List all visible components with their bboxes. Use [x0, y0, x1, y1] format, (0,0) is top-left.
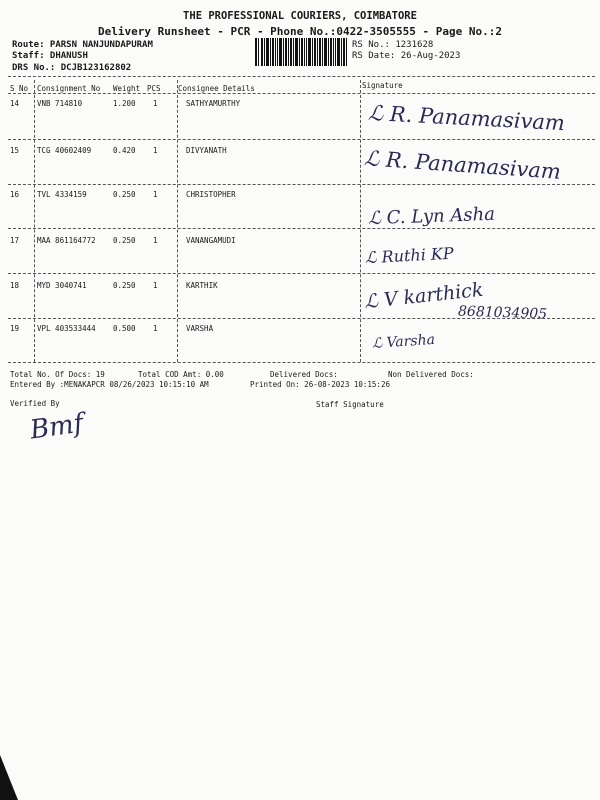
recipient-signature: ℒ C. Lyn Asha: [367, 203, 496, 230]
col-separator: [34, 80, 35, 362]
staff-signature-label: Staff Signature: [316, 400, 384, 409]
table-header-rule: [8, 93, 595, 94]
col-separator: [360, 80, 361, 362]
verifier-signature: Bmf: [28, 408, 86, 446]
drs-number: DRS No.: DCJB123162802: [12, 63, 132, 73]
recipient-signature: ℒ V karthick: [363, 278, 485, 314]
row-pcs: 1: [153, 190, 158, 199]
row-weight: 0.420: [113, 146, 136, 155]
row-pcs: 1: [153, 236, 158, 245]
staff-label: Staff: DHANUSH: [12, 51, 88, 61]
recipient-phone: 8681034905: [457, 303, 548, 323]
recipient-signature: ℒ Varsha: [371, 331, 436, 353]
row-separator: [8, 273, 595, 274]
delivered-docs: Delivered Docs:: [270, 370, 338, 379]
row-consignee: DIVYANATH: [186, 146, 227, 155]
row-consignment: MYD 3040741: [37, 281, 87, 290]
row-sno: 15: [10, 146, 20, 155]
col-header-consignee: Consignee Details: [178, 84, 255, 93]
scan-shadow-corner: [0, 755, 18, 800]
row-sno: 18: [10, 281, 20, 290]
row-consignee: SATHYAMURTHY: [186, 99, 241, 108]
col-separator: [177, 80, 178, 362]
row-separator: [8, 318, 595, 319]
non-delivered-docs: Non Delivered Docs:: [388, 370, 474, 379]
row-consignment: VPL 403533444: [37, 324, 96, 333]
runsheet-subtitle: Delivery Runsheet - PCR - Phone No.:0422-3505555 - Page No.:2: [98, 25, 502, 38]
total-docs: Total No. Of Docs: 19: [10, 370, 105, 379]
table-bottom-rule: [8, 362, 595, 363]
row-sno: 17: [10, 236, 20, 245]
col-header-signature: Signature: [362, 81, 403, 90]
table-top-rule: [8, 76, 595, 77]
row-sno: 16: [10, 190, 20, 199]
col-header-consignment: Consignment No: [37, 84, 101, 93]
route-label: Route: PARSN NANJUNDAPURAM: [12, 40, 153, 50]
recipient-signature: ℒ R. Panamasivam: [363, 146, 562, 184]
recipient-signature: ℒ R. Panamasivam: [367, 100, 566, 136]
row-consignment: TVL 4334159: [37, 190, 87, 199]
row-pcs: 1: [153, 281, 158, 290]
row-weight: 1.200: [113, 99, 136, 108]
company-title: THE PROFESSIONAL COURIERS, COIMBATORE: [183, 10, 417, 22]
total-cod-amount: Total COD Amt: 0.00: [138, 370, 224, 379]
row-consignee: VARSHA: [186, 324, 214, 333]
row-consignment: TCG 40602409: [37, 146, 92, 155]
col-header-pcs: PCS: [147, 84, 161, 93]
row-sno: 14: [10, 99, 20, 108]
barcode-image: [255, 38, 347, 66]
row-consignment: MAA 861164772: [37, 236, 96, 245]
col-header-weight: Weight: [113, 84, 141, 93]
row-consignee: KARTHIK: [186, 281, 218, 290]
row-separator: [8, 228, 595, 229]
rs-number: RS No.: 1231628: [352, 40, 434, 50]
row-consignment: VNB 714810: [37, 99, 83, 108]
printed-on: Printed On: 26-08-2023 10:15:26: [250, 380, 390, 389]
row-separator: [8, 184, 595, 185]
row-pcs: 1: [153, 99, 158, 108]
verified-by-label: Verified By: [10, 399, 60, 408]
col-header-sno: S No: [10, 84, 29, 93]
row-sno: 19: [10, 324, 20, 333]
row-weight: 0.250: [113, 236, 136, 245]
row-separator: [8, 139, 595, 140]
row-weight: 0.500: [113, 324, 136, 333]
row-consignee: VANANGAMUDI: [186, 236, 236, 245]
rs-date: RS Date: 26-Aug-2023: [352, 51, 461, 61]
recipient-signature: ℒ Ruthi KP: [364, 243, 455, 268]
row-weight: 0.250: [113, 281, 136, 290]
row-pcs: 1: [153, 324, 158, 333]
row-pcs: 1: [153, 146, 158, 155]
entered-by: Entered By :MENAKAPCR 08/26/2023 10:15:10 AM: [10, 380, 209, 389]
row-consignee: CHRISTOPHER: [186, 190, 236, 199]
row-weight: 0.250: [113, 190, 136, 199]
